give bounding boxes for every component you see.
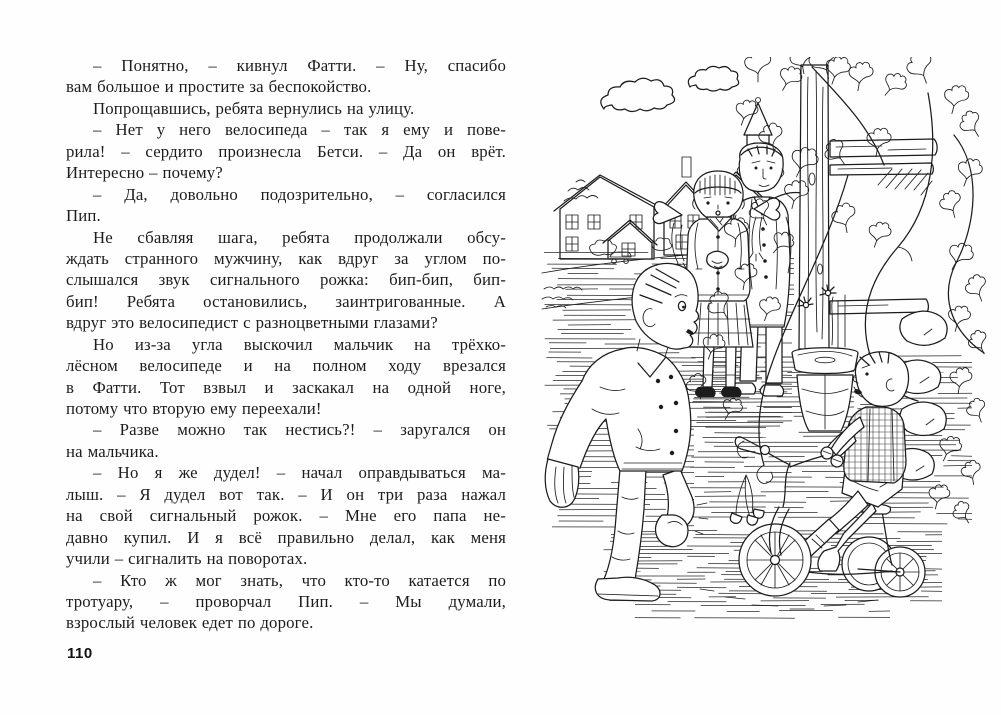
page-number: 110 xyxy=(67,645,93,662)
text-line: потому что вторую ему переехали! xyxy=(66,399,322,418)
text-line: рила! – сердито произнесла Бетси. – Да он врёт. xyxy=(66,141,506,161)
text-line: на свой сигнальный рожок. – Мне его папа не- xyxy=(66,506,506,526)
text-line: ждать странного мужчину, как вдруг за углом по- xyxy=(66,248,506,268)
text-line: – Понятно, – кивнул Фатти. – Ну, спасибо xyxy=(93,56,506,75)
text-line: учили – сигналить на поворотах. xyxy=(66,549,308,569)
text-line: – Но я же дудел! – начал оправдываться ма- xyxy=(93,463,506,483)
text-line: вдруг это велосипедист с разноцветными глазами? xyxy=(66,313,438,333)
page-text xyxy=(66,55,506,634)
text-line: вам большое и простите за беспокойство. xyxy=(66,77,372,97)
text-line: Интересно – почему? xyxy=(66,163,223,183)
text-line: взрослый человек едет по дороге. xyxy=(66,613,314,633)
fatty-figure xyxy=(545,263,708,601)
text-line: лёсном велосипеде и на полном ходу врезался xyxy=(66,356,506,376)
text-line: бип! Ребята остановились, заинтригованные. А xyxy=(66,291,506,311)
illustration xyxy=(540,57,992,635)
bell-flowers xyxy=(730,475,764,525)
text-line: Не сбавляя шага, ребята продолжали обсу- xyxy=(93,227,506,247)
text-line: лыш. – Я дудел вот так. – И он три раза нажал xyxy=(66,484,506,504)
text-line: Попрощавшись, ребята вернулись на улицу. xyxy=(93,98,415,118)
text-line: – Нет у него велосипеда – так я ему и пове- xyxy=(93,120,506,140)
text-line: слышался звук сигнального рожка: бип-бип, бип- xyxy=(66,270,506,290)
text-line: – Да, довольно подозрительно, – согласился xyxy=(93,184,506,204)
illustration-svg xyxy=(540,57,992,635)
text-line: Пип. xyxy=(66,206,101,226)
clouds-icon xyxy=(601,66,739,111)
text-line: давно купил. И я всё правильно делал, как меня xyxy=(66,527,506,547)
text-line: на мальчика. xyxy=(66,441,159,461)
text-line: тротуару, – проворчал Пип. – Мы думали, xyxy=(66,591,506,611)
text-line: в Фатти. Тот взвыл и заскакал на одной ноге, xyxy=(66,377,506,397)
text-line: – Кто ж мог знать, что кто-то катается по xyxy=(93,570,506,590)
text-line: – Разве можно так нестись?! – заругался он xyxy=(93,420,506,440)
text-line: Но из-за угла выскочил мальчик на трёхко- xyxy=(93,334,506,354)
